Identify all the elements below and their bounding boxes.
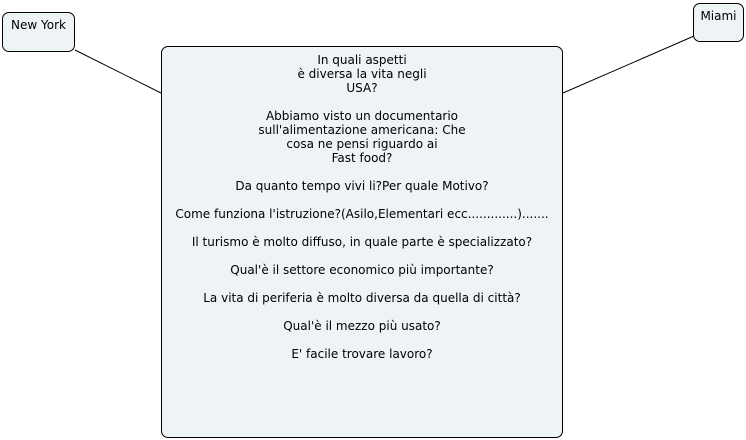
connector-new-york <box>75 50 161 93</box>
question-line: Qual'è il settore economico più importante? <box>230 263 494 277</box>
node-miami[interactable] <box>693 3 744 42</box>
node-miami-label: Miami <box>700 9 737 23</box>
question-line: è diversa la vita negli <box>297 67 427 81</box>
question-usa-life <box>162 53 562 95</box>
question-line: Abbiamo visto un documentario <box>265 109 459 123</box>
connector-miami <box>563 36 694 93</box>
question-line: Fast food? <box>331 151 393 165</box>
question-line: Da quanto tempo vivi li?Per quale Motivo? <box>235 179 489 193</box>
question-economy <box>162 263 562 277</box>
node-questions[interactable] <box>161 46 563 438</box>
node-new-york[interactable] <box>2 12 75 52</box>
question-line: Il turismo è molto diffuso, in quale parte è specializzato? <box>191 235 533 249</box>
question-tourism <box>162 235 562 249</box>
question-line: cosa ne pensi riguardo ai <box>286 137 438 151</box>
question-line: sull'alimentazione americana: Che <box>258 123 466 137</box>
question-line: Come funziona l'istruzione?(Asilo,Elementari ecc.............)....... <box>175 207 549 221</box>
question-line: USA? <box>346 81 378 95</box>
question-work <box>162 347 562 361</box>
question-suburbs <box>162 291 562 305</box>
question-transport <box>162 319 562 333</box>
question-line: E' facile trovare lavoro? <box>291 347 433 361</box>
question-line: La vita di periferia è molto diversa da quella di città? <box>203 291 521 305</box>
question-line: Qual'è il mezzo più usato? <box>283 319 441 333</box>
question-how-long <box>162 179 562 193</box>
question-fast-food <box>162 109 562 165</box>
question-education <box>162 207 562 221</box>
node-new-york-label: New York <box>11 18 66 32</box>
question-line: In quali aspetti <box>317 53 407 67</box>
